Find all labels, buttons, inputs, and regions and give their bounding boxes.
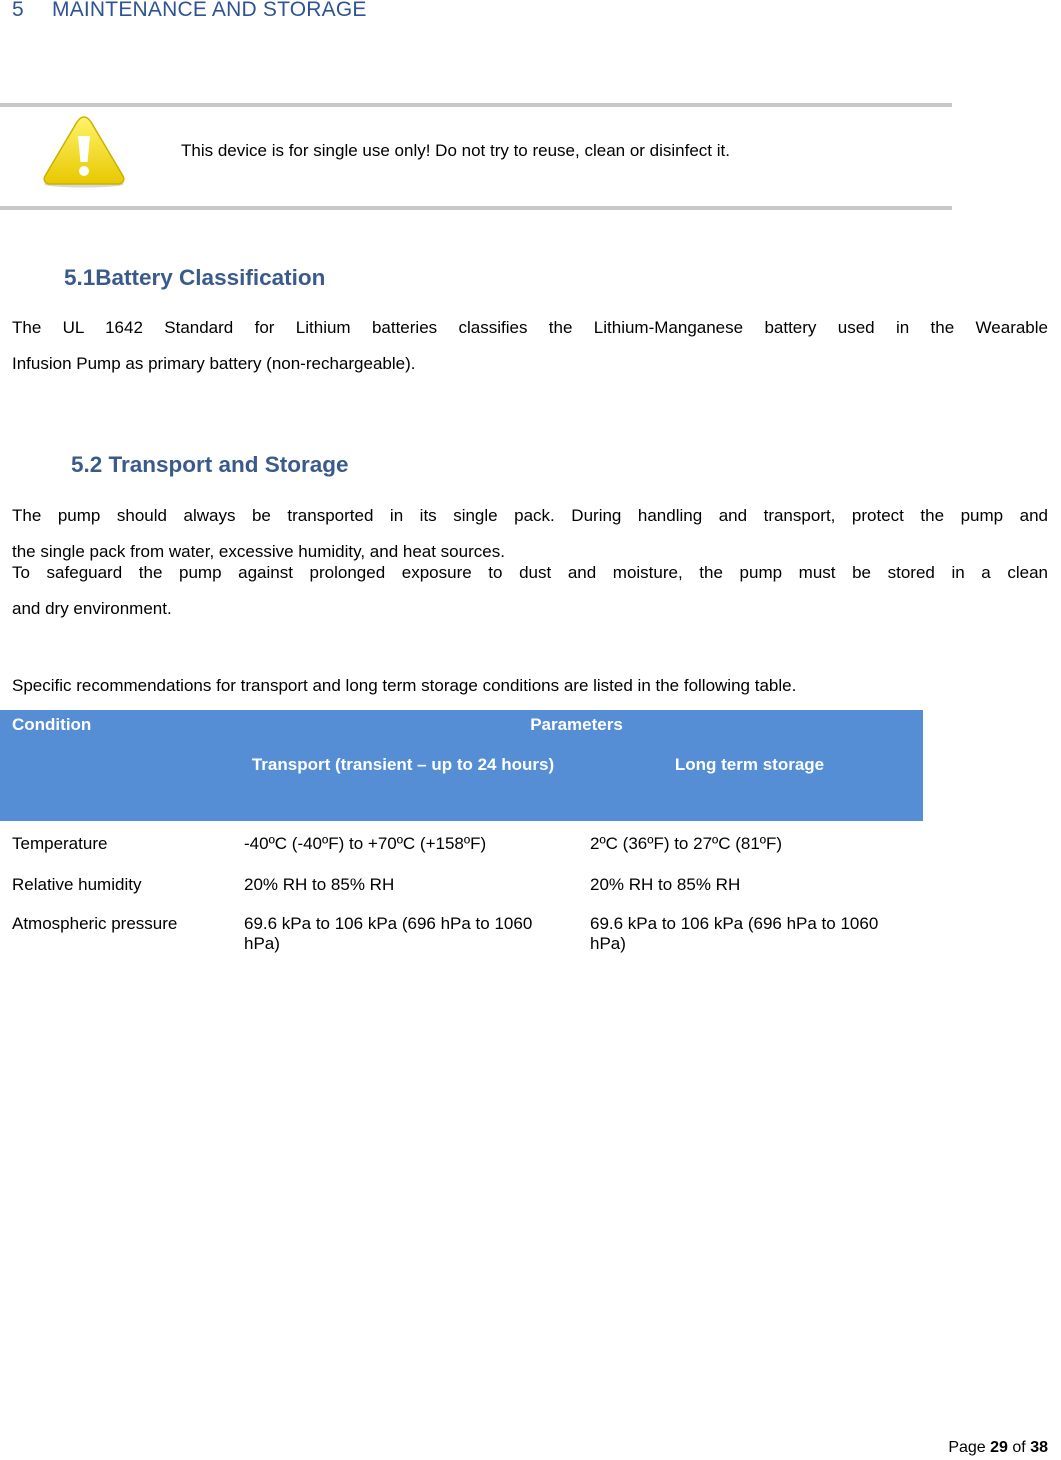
- table-subheader-row: [0, 739, 923, 821]
- row-storage: 20% RH to 85% RH: [590, 875, 741, 894]
- section-heading: [12, 0, 367, 22]
- battery-line-2: Infusion Pump as primary battery (non-rechargeable).: [12, 354, 416, 373]
- row-storage: 2ºC (36ºF) to 27ºC (81ºF): [590, 834, 783, 853]
- transport-p3: Specific recommendations for transport and long term storage conditions are listed in the following table.: [12, 676, 797, 695]
- row-transport: 20% RH to 85% RH: [244, 875, 395, 894]
- warning-triangle-icon: [42, 114, 126, 188]
- row-storage: 69.6 kPa to 106 kPa (696 hPa to 1060 hPa): [590, 914, 879, 953]
- transport-p2-line-1: To safeguard the pump against prolonged exposure to dust and moisture, the pump must be stored in a clean: [12, 563, 1048, 582]
- footer-prefix: Page: [948, 1439, 986, 1456]
- row-condition: Temperature: [12, 834, 108, 853]
- header-parameters: Parameters: [230, 710, 923, 739]
- warning-text: This device is for single use only! Do not try to reuse, clean or disinfect it.: [181, 141, 730, 160]
- transport-p1-line-1: The pump should always be transported in its single pack. During handling and transport, protect the pump and: [12, 506, 1048, 525]
- battery-heading: 5.1Battery Classification: [64, 265, 326, 290]
- storage-conditions-table: [0, 710, 923, 954]
- table-row: [0, 821, 923, 863]
- warning-bottom-rule: [0, 206, 952, 210]
- row-transport: -40ºC (-40ºF) to +70ºC (+158ºF): [244, 834, 487, 853]
- table-row: [0, 903, 923, 954]
- transport-heading: 5.2 Transport and Storage: [71, 452, 349, 477]
- header-storage: Long term storage: [576, 739, 923, 821]
- warning-top-rule: [0, 103, 952, 107]
- battery-line-1: The UL 1642 Standard for Lithium batteries classifies the Lithium-Manganese battery used in the Wearable: [12, 318, 1048, 337]
- table-row: [0, 863, 923, 903]
- page-footer: [948, 1439, 1048, 1457]
- section-title: MAINTENANCE AND STORAGE: [52, 0, 367, 21]
- transport-p2-line-2: and dry environment.: [12, 599, 172, 618]
- section-number: 5: [12, 0, 24, 21]
- header-condition: Condition: [0, 710, 230, 739]
- header-transport: Transport (transient – up to 24 hours): [230, 739, 576, 821]
- table-header-row: [0, 710, 923, 739]
- row-condition: Atmospheric pressure: [12, 914, 178, 933]
- footer-page-number: 29: [990, 1439, 1008, 1456]
- footer-page-total: 38: [1030, 1439, 1048, 1456]
- row-transport: 69.6 kPa to 106 kPa (696 hPa to 1060 hPa): [244, 914, 533, 953]
- header-condition-spacer: [0, 739, 230, 821]
- footer-of: of: [1012, 1439, 1026, 1456]
- row-condition: Relative humidity: [12, 875, 142, 894]
- transport-p1-line-2: the single pack from water, excessive humidity, and heat sources.: [12, 542, 505, 561]
